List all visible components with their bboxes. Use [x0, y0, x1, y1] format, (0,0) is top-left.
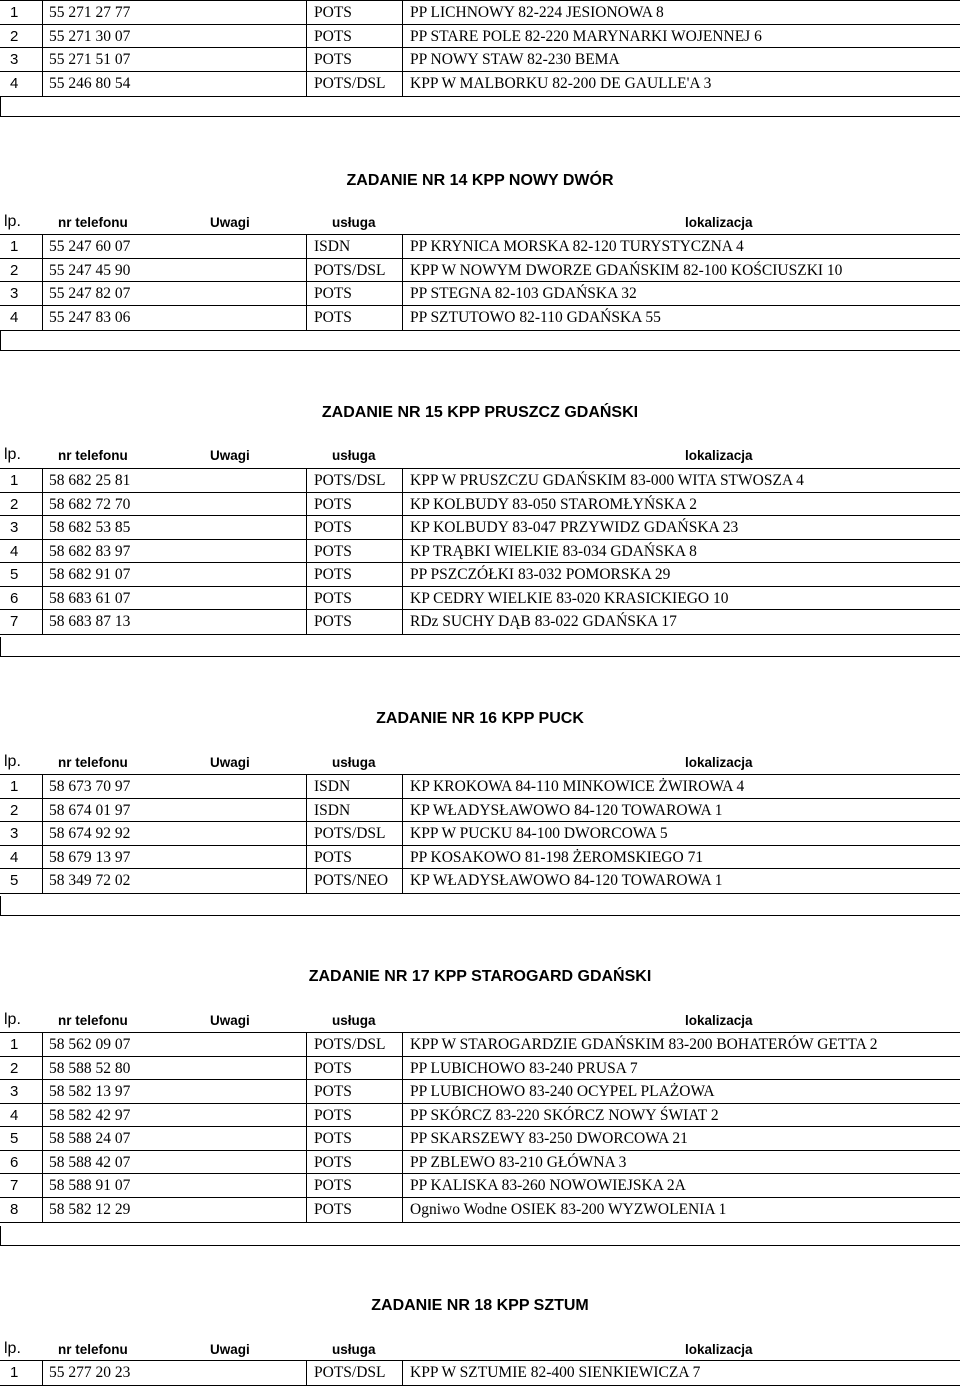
- empty-row: [0, 97, 960, 117]
- section-title: ZADANIE NR 16 KPP PUCK: [376, 710, 584, 727]
- header-lp: lp.: [4, 1340, 21, 1357]
- service-cell: POTS/DSL: [307, 1033, 403, 1057]
- header-location: lokalizacja: [685, 215, 753, 230]
- phone-number-cell: 55 247 60 07: [42, 235, 307, 259]
- phone-number-cell: 58 682 72 70: [42, 493, 307, 517]
- header-location: lokalizacja: [685, 755, 753, 770]
- phone-number-cell: 58 588 91 07: [42, 1174, 307, 1198]
- table-row: [0, 24, 960, 49]
- lp-cell: 1: [10, 778, 19, 795]
- location-cell: KPP W PRUSZCZU GDAŃSKIM 83-000 WITA STWOSZA 4: [410, 472, 804, 489]
- phone-number-cell: 58 679 13 97: [42, 846, 307, 870]
- lp-cell: 1: [10, 1036, 19, 1053]
- table-row: [0, 1360, 960, 1386]
- lp-cell: 6: [10, 589, 19, 607]
- service-cell: ISDN: [307, 775, 403, 799]
- service-cell: POTS: [307, 587, 403, 611]
- phone-number-cell: 55 271 27 77: [42, 1, 307, 25]
- location-cell: PP SKARSZEWY 83-250 DWORCOWA 21: [410, 1130, 688, 1147]
- lp-cell: 4: [10, 308, 19, 326]
- table-header: [0, 443, 960, 467]
- phone-number-cell: 58 682 83 97: [42, 540, 307, 564]
- phone-number-cell: 55 247 82 07: [42, 282, 307, 306]
- service-cell: POTS/DSL: [307, 259, 403, 283]
- lp-cell: 5: [10, 566, 19, 583]
- header-remarks: Uwagi: [210, 1013, 250, 1028]
- table-row: [0, 1079, 960, 1104]
- phone-number-cell: 58 588 42 07: [42, 1151, 307, 1175]
- lp-cell: 5: [10, 872, 19, 889]
- phone-number-cell: 58 683 87 13: [42, 610, 307, 634]
- location-cell: Ogniwo Wodne OSIEK 83-200 WYZWOLENIA 1: [410, 1200, 727, 1218]
- header-service: usługa: [332, 448, 376, 463]
- section-title: ZADANIE NR 14 KPP NOWY DWÓR: [346, 172, 614, 189]
- location-cell: KPP W MALBORKU 82-200 DE GAULLE'A 3: [410, 74, 712, 92]
- table-row: [0, 539, 960, 564]
- service-cell: POTS: [307, 1174, 403, 1198]
- table-row: [0, 868, 960, 894]
- table-row: [0, 821, 960, 846]
- location-cell: KP WŁADYSŁAWOWO 84-120 TOWAROWA 1: [410, 872, 723, 889]
- header-remarks: Uwagi: [210, 215, 250, 230]
- table-row: [0, 1103, 960, 1128]
- service-cell: POTS: [307, 493, 403, 517]
- phone-number-cell: 55 247 83 06: [42, 306, 307, 330]
- header-phone-number: nr telefonu: [58, 448, 128, 463]
- phone-number-cell: 58 582 12 29: [42, 1198, 307, 1222]
- table-row: [0, 845, 960, 870]
- service-cell: POTS: [307, 1151, 403, 1175]
- location-cell: KP WŁADYSŁAWOWO 84-120 TOWAROWA 1: [410, 801, 723, 819]
- location-cell: PP LUBICHOWO 83-240 PRUSA 7: [410, 1059, 638, 1077]
- table-row: [0, 1173, 960, 1198]
- lp-cell: 3: [10, 51, 19, 68]
- location-cell: PP SKÓRCZ 83-220 SKÓRCZ NOWY ŚWIAT 2: [410, 1106, 719, 1124]
- header-phone-number: nr telefonu: [58, 215, 128, 230]
- lp-cell: 1: [10, 238, 19, 255]
- location-cell: KP KOLBUDY 83-047 PRZYWIDZ GDAŃSKA 23: [410, 519, 739, 536]
- phone-number-cell: 58 674 01 97: [42, 799, 307, 823]
- table-row: [0, 774, 960, 799]
- service-cell: POTS: [307, 1, 403, 25]
- header-phone-number: nr telefonu: [58, 1342, 128, 1357]
- service-cell: POTS: [307, 540, 403, 564]
- service-cell: ISDN: [307, 235, 403, 259]
- empty-row: [0, 896, 960, 916]
- lp-cell: 4: [10, 74, 19, 92]
- table-row: [0, 281, 960, 306]
- header-lp: lp.: [4, 446, 21, 463]
- service-cell: POTS: [307, 563, 403, 587]
- lp-cell: 2: [10, 27, 19, 45]
- phone-number-cell: 58 349 72 02: [42, 869, 307, 893]
- location-cell: PP KOSAKOWO 81-198 ŻEROMSKIEGO 71: [410, 848, 704, 866]
- table-row: [0, 0, 960, 25]
- lp-cell: 3: [10, 1083, 19, 1100]
- lp-cell: 8: [10, 1200, 19, 1218]
- phone-number-cell: 55 247 45 90: [42, 259, 307, 283]
- location-cell: KP KOLBUDY 83-050 STAROMŁYŃSKA 2: [410, 495, 697, 513]
- table-row: [0, 468, 960, 493]
- location-cell: PP ZBLEWO 83-210 GŁÓWNA 3: [410, 1153, 627, 1171]
- location-cell: KP TRĄBKI WIELKIE 83-034 GDAŃSKA 8: [410, 542, 697, 560]
- section-title: ZADANIE NR 17 KPP STAROGARD GDAŃSKI: [308, 968, 652, 985]
- phone-number-cell: 58 682 25 81: [42, 469, 307, 493]
- phone-number-cell: 58 674 92 92: [42, 822, 307, 846]
- table-row: [0, 798, 960, 823]
- location-cell: PP STEGNA 82-103 GDAŃSKA 32: [410, 285, 637, 302]
- table-header: [0, 210, 960, 234]
- lp-cell: 1: [10, 1364, 19, 1381]
- header-location: lokalizacja: [685, 1342, 753, 1357]
- phone-number-cell: 55 271 51 07: [42, 48, 307, 72]
- service-cell: POTS: [307, 306, 403, 330]
- location-cell: RDz SUCHY DĄB 83-022 GDAŃSKA 17: [410, 613, 677, 630]
- location-cell: PP SZTUTOWO 82-110 GDAŃSKA 55: [410, 308, 661, 326]
- service-cell: ISDN: [307, 799, 403, 823]
- header-lp: lp.: [4, 1011, 21, 1028]
- phone-number-cell: 55 277 20 23: [42, 1361, 307, 1385]
- location-cell: PP KALISKA 83-260 NOWOWIEJSKA 2A: [410, 1177, 686, 1194]
- phone-number-cell: 58 588 24 07: [42, 1127, 307, 1151]
- location-cell: PP STARE POLE 82-220 MARYNARKI WOJENNEJ 6: [410, 27, 762, 45]
- table-row: [0, 1150, 960, 1175]
- phone-number-cell: 58 683 61 07: [42, 587, 307, 611]
- location-cell: KPP W NOWYM DWORZE GDAŃSKIM 82-100 KOŚCIUSZKI 10: [410, 261, 843, 279]
- location-cell: KPP W SZTUMIE 82-400 SIENKIEWICZA 7: [410, 1364, 701, 1381]
- phone-number-cell: 58 588 52 80: [42, 1057, 307, 1081]
- location-cell: PP PSZCZÓŁKI 83-032 POMORSKA 29: [410, 566, 671, 583]
- lp-cell: 3: [10, 519, 19, 536]
- phone-number-cell: 58 682 53 85: [42, 516, 307, 540]
- phone-number-cell: 58 682 91 07: [42, 563, 307, 587]
- header-service: usługa: [332, 755, 376, 770]
- phone-number-cell: 58 673 70 97: [42, 775, 307, 799]
- header-lp: lp.: [4, 213, 21, 230]
- phone-number-cell: 58 562 09 07: [42, 1033, 307, 1057]
- table-header: [0, 1008, 960, 1032]
- table-row: [0, 47, 960, 72]
- location-cell: PP NOWY STAW 82-230 BEMA: [410, 51, 620, 68]
- service-cell: POTS: [307, 1104, 403, 1128]
- lp-cell: 7: [10, 613, 19, 630]
- header-remarks: Uwagi: [210, 755, 250, 770]
- lp-cell: 1: [10, 4, 19, 21]
- lp-cell: 4: [10, 542, 19, 560]
- location-cell: KP KROKOWA 84-110 MINKOWICE ŻWIROWA 4: [410, 778, 745, 795]
- service-cell: POTS: [307, 48, 403, 72]
- empty-row: [0, 637, 960, 657]
- header-service: usługa: [332, 1342, 376, 1357]
- header-location: lokalizacja: [685, 448, 753, 463]
- table-row: [0, 515, 960, 540]
- phone-number-cell: 55 271 30 07: [42, 25, 307, 49]
- phone-number-cell: 58 582 13 97: [42, 1080, 307, 1104]
- lp-cell: 2: [10, 261, 19, 279]
- service-cell: POTS: [307, 25, 403, 49]
- header-phone-number: nr telefonu: [58, 1013, 128, 1028]
- table-row: [0, 1032, 960, 1057]
- service-cell: POTS: [307, 282, 403, 306]
- service-cell: POTS: [307, 610, 403, 634]
- lp-cell: 2: [10, 1059, 19, 1077]
- table-header: [0, 1337, 960, 1361]
- service-cell: POTS: [307, 1080, 403, 1104]
- lp-cell: 3: [10, 285, 19, 302]
- service-cell: POTS: [307, 516, 403, 540]
- lp-cell: 2: [10, 495, 19, 513]
- location-cell: KP CEDRY WIELKIE 83-020 KRASICKIEGO 10: [410, 589, 729, 607]
- header-lp: lp.: [4, 753, 21, 770]
- lp-cell: 2: [10, 801, 19, 819]
- service-cell: POTS/DSL: [307, 1361, 403, 1385]
- header-phone-number: nr telefonu: [58, 755, 128, 770]
- lp-cell: 3: [10, 825, 19, 842]
- lp-cell: 1: [10, 472, 19, 489]
- table-row: [0, 562, 960, 587]
- service-cell: POTS: [307, 1198, 403, 1222]
- service-cell: POTS/DSL: [307, 72, 403, 96]
- header-remarks: Uwagi: [210, 1342, 250, 1357]
- location-cell: PP LICHNOWY 82-224 JESIONOWA 8: [410, 4, 664, 21]
- lp-cell: 5: [10, 1130, 19, 1147]
- header-remarks: Uwagi: [210, 448, 250, 463]
- service-cell: POTS: [307, 846, 403, 870]
- table-row: [0, 71, 960, 97]
- table-row: [0, 305, 960, 331]
- table-row: [0, 1056, 960, 1081]
- empty-row: [0, 1226, 960, 1246]
- table-row: [0, 586, 960, 611]
- service-cell: POTS: [307, 1057, 403, 1081]
- lp-cell: 7: [10, 1177, 19, 1194]
- section-title: ZADANIE NR 15 KPP PRUSZCZ GDAŃSKI: [321, 404, 639, 421]
- location-cell: PP KRYNICA MORSKA 82-120 TURYSTYCZNA 4: [410, 238, 744, 255]
- table-row: [0, 258, 960, 283]
- table-header: [0, 750, 960, 774]
- lp-cell: 4: [10, 1106, 19, 1124]
- section-title: ZADANIE NR 18 KPP SZTUM: [371, 1297, 589, 1314]
- service-cell: POTS/NEO: [307, 869, 403, 893]
- location-cell: KPP W STAROGARDZIE GDAŃSKIM 83-200 BOHATERÓW GETTA 2: [410, 1036, 878, 1053]
- table-row: [0, 609, 960, 635]
- header-service: usługa: [332, 215, 376, 230]
- empty-row: [0, 331, 960, 351]
- lp-cell: 4: [10, 848, 19, 866]
- header-location: lokalizacja: [685, 1013, 753, 1028]
- location-cell: KPP W PUCKU 84-100 DWORCOWA 5: [410, 825, 668, 842]
- table-row: [0, 1126, 960, 1151]
- service-cell: POTS: [307, 1127, 403, 1151]
- table-row: [0, 1197, 960, 1223]
- service-cell: POTS/DSL: [307, 822, 403, 846]
- table-row: [0, 492, 960, 517]
- table-row: [0, 234, 960, 259]
- service-cell: POTS/DSL: [307, 469, 403, 493]
- header-service: usługa: [332, 1013, 376, 1028]
- location-cell: PP LUBICHOWO 83-240 OCYPEL PLAŻOWA: [410, 1083, 715, 1100]
- lp-cell: 6: [10, 1153, 19, 1171]
- phone-number-cell: 55 246 80 54: [42, 72, 307, 96]
- phone-number-cell: 58 582 42 97: [42, 1104, 307, 1128]
